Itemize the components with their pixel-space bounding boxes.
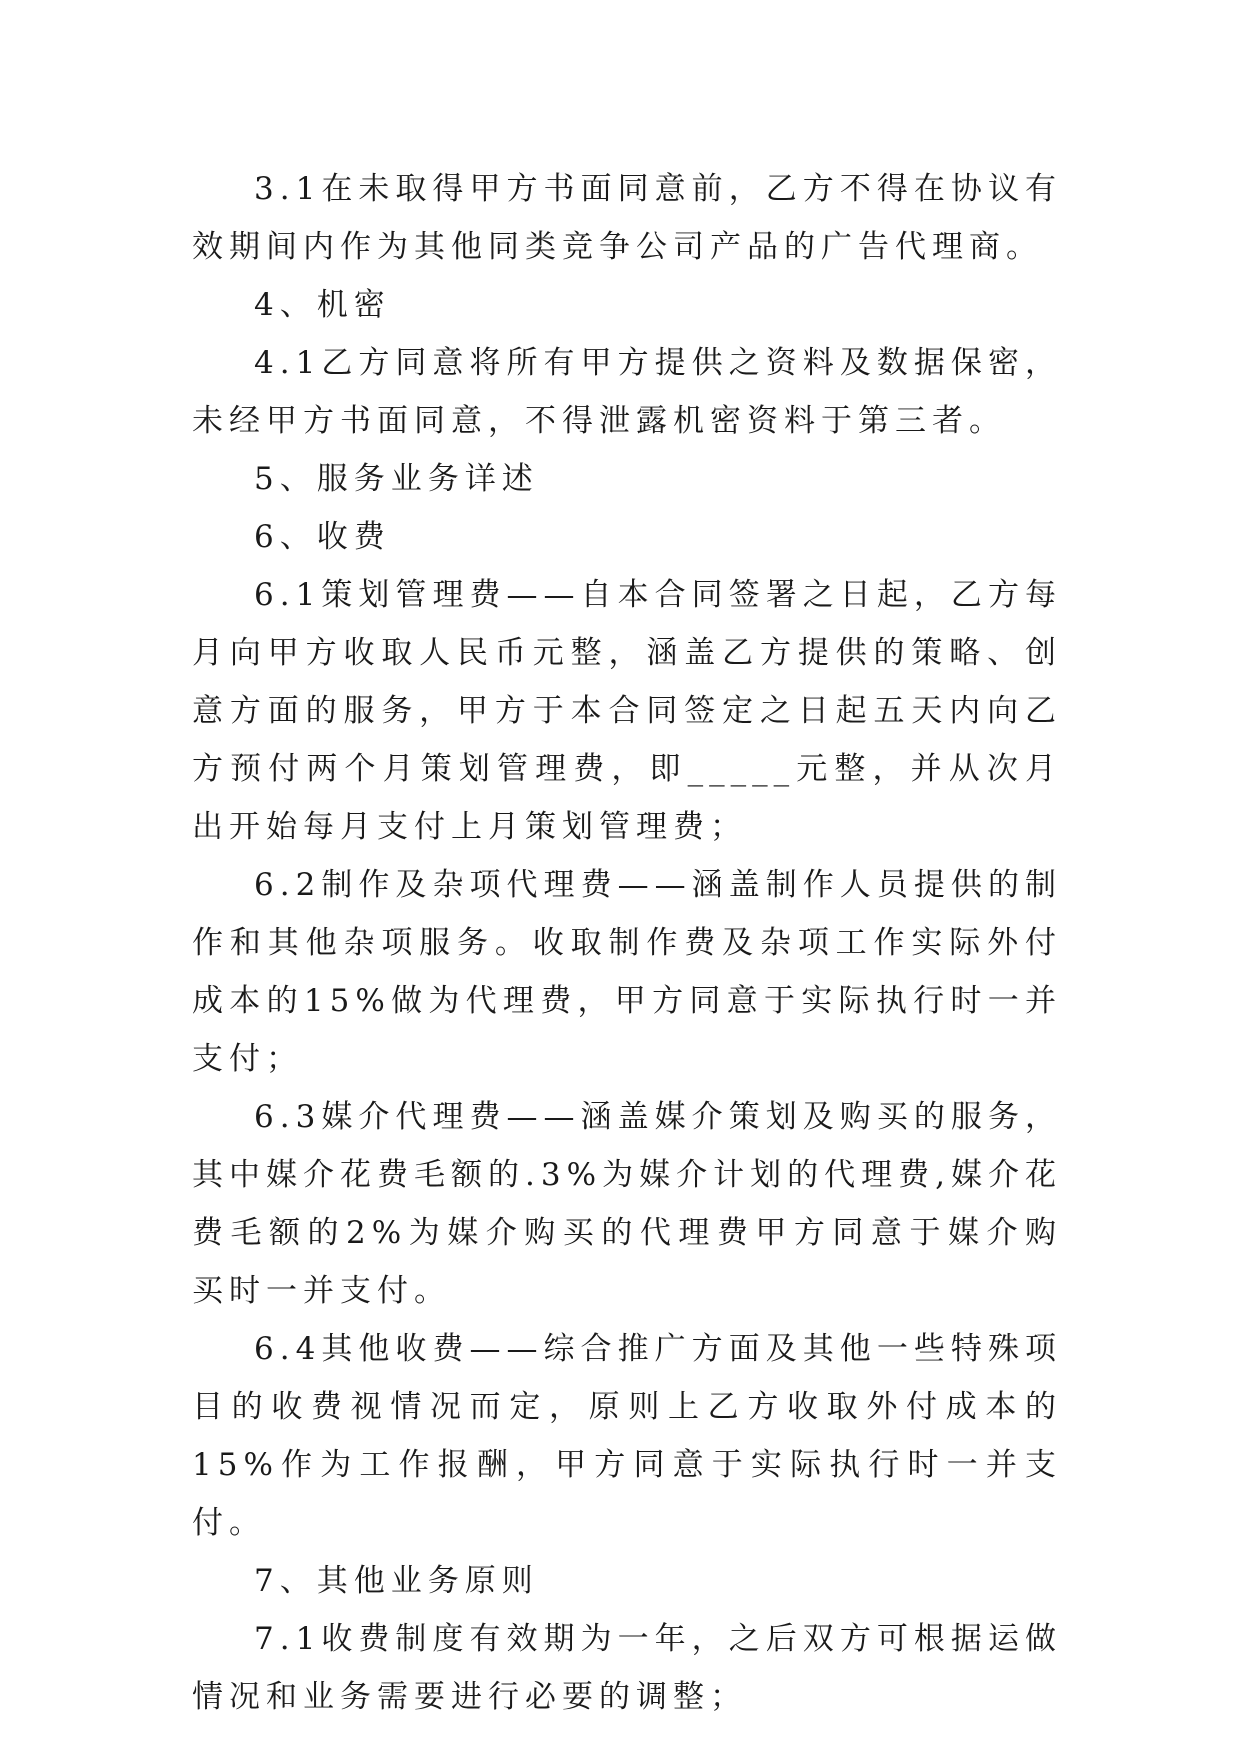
- document-body: [192, 160, 1062, 1726]
- heading-confidentiality: 4、机密: [254, 287, 391, 323]
- clause-6-2: 6.2制作及杂项代理费——涵盖制作人员提供的制作和其他杂项服务。收取制作费及杂项工作实际外付成本的15%做为代理费，甲方同意于实际执行时一并支付；: [192, 867, 1062, 1077]
- clause-6-3: 6.3媒介代理费——涵盖媒介策划及购买的服务，其中媒介花费毛额的.3%为媒介计划的代理费,媒介花费毛额的2%为媒介购买的代理费甲方同意于媒介购买时一并支付。: [192, 1099, 1062, 1309]
- heading-fees: 6、收费: [254, 519, 391, 555]
- heading-other-principles: 7、其他业务原则: [254, 1563, 539, 1599]
- clause-7-1: 7.1收费制度有效期为一年，之后双方可根据运做情况和业务需要进行必要的调整；: [192, 1621, 1062, 1715]
- clause-6-4: 6.4其他收费——综合推广方面及其他一些特殊项目的收费视情况而定，原则上乙方收取外付成本的15%作为工作报酬，甲方同意于实际执行时一并支付。: [192, 1331, 1062, 1541]
- clause-4-1: 4.1乙方同意将所有甲方提供之资料及数据保密，未经甲方书面同意，不得泄露机密资料于第三者。: [192, 345, 1062, 439]
- heading-service-details: 5、服务业务详述: [254, 461, 539, 497]
- clause-6-1: 6.1策划管理费——自本合同签署之日起，乙方每月向甲方收取人民币元整，涵盖乙方提供的策略、创意方面的服务，甲方于本合同签定之日起五天内向乙方预付两个月策划管理费，即_____元整，并从次月出开始每月支付上月策划管理费；: [192, 577, 1062, 845]
- clause-3-1: 3.1在未取得甲方书面同意前，乙方不得在协议有效期间内作为其他同类竞争公司产品的广告代理商。: [192, 171, 1062, 265]
